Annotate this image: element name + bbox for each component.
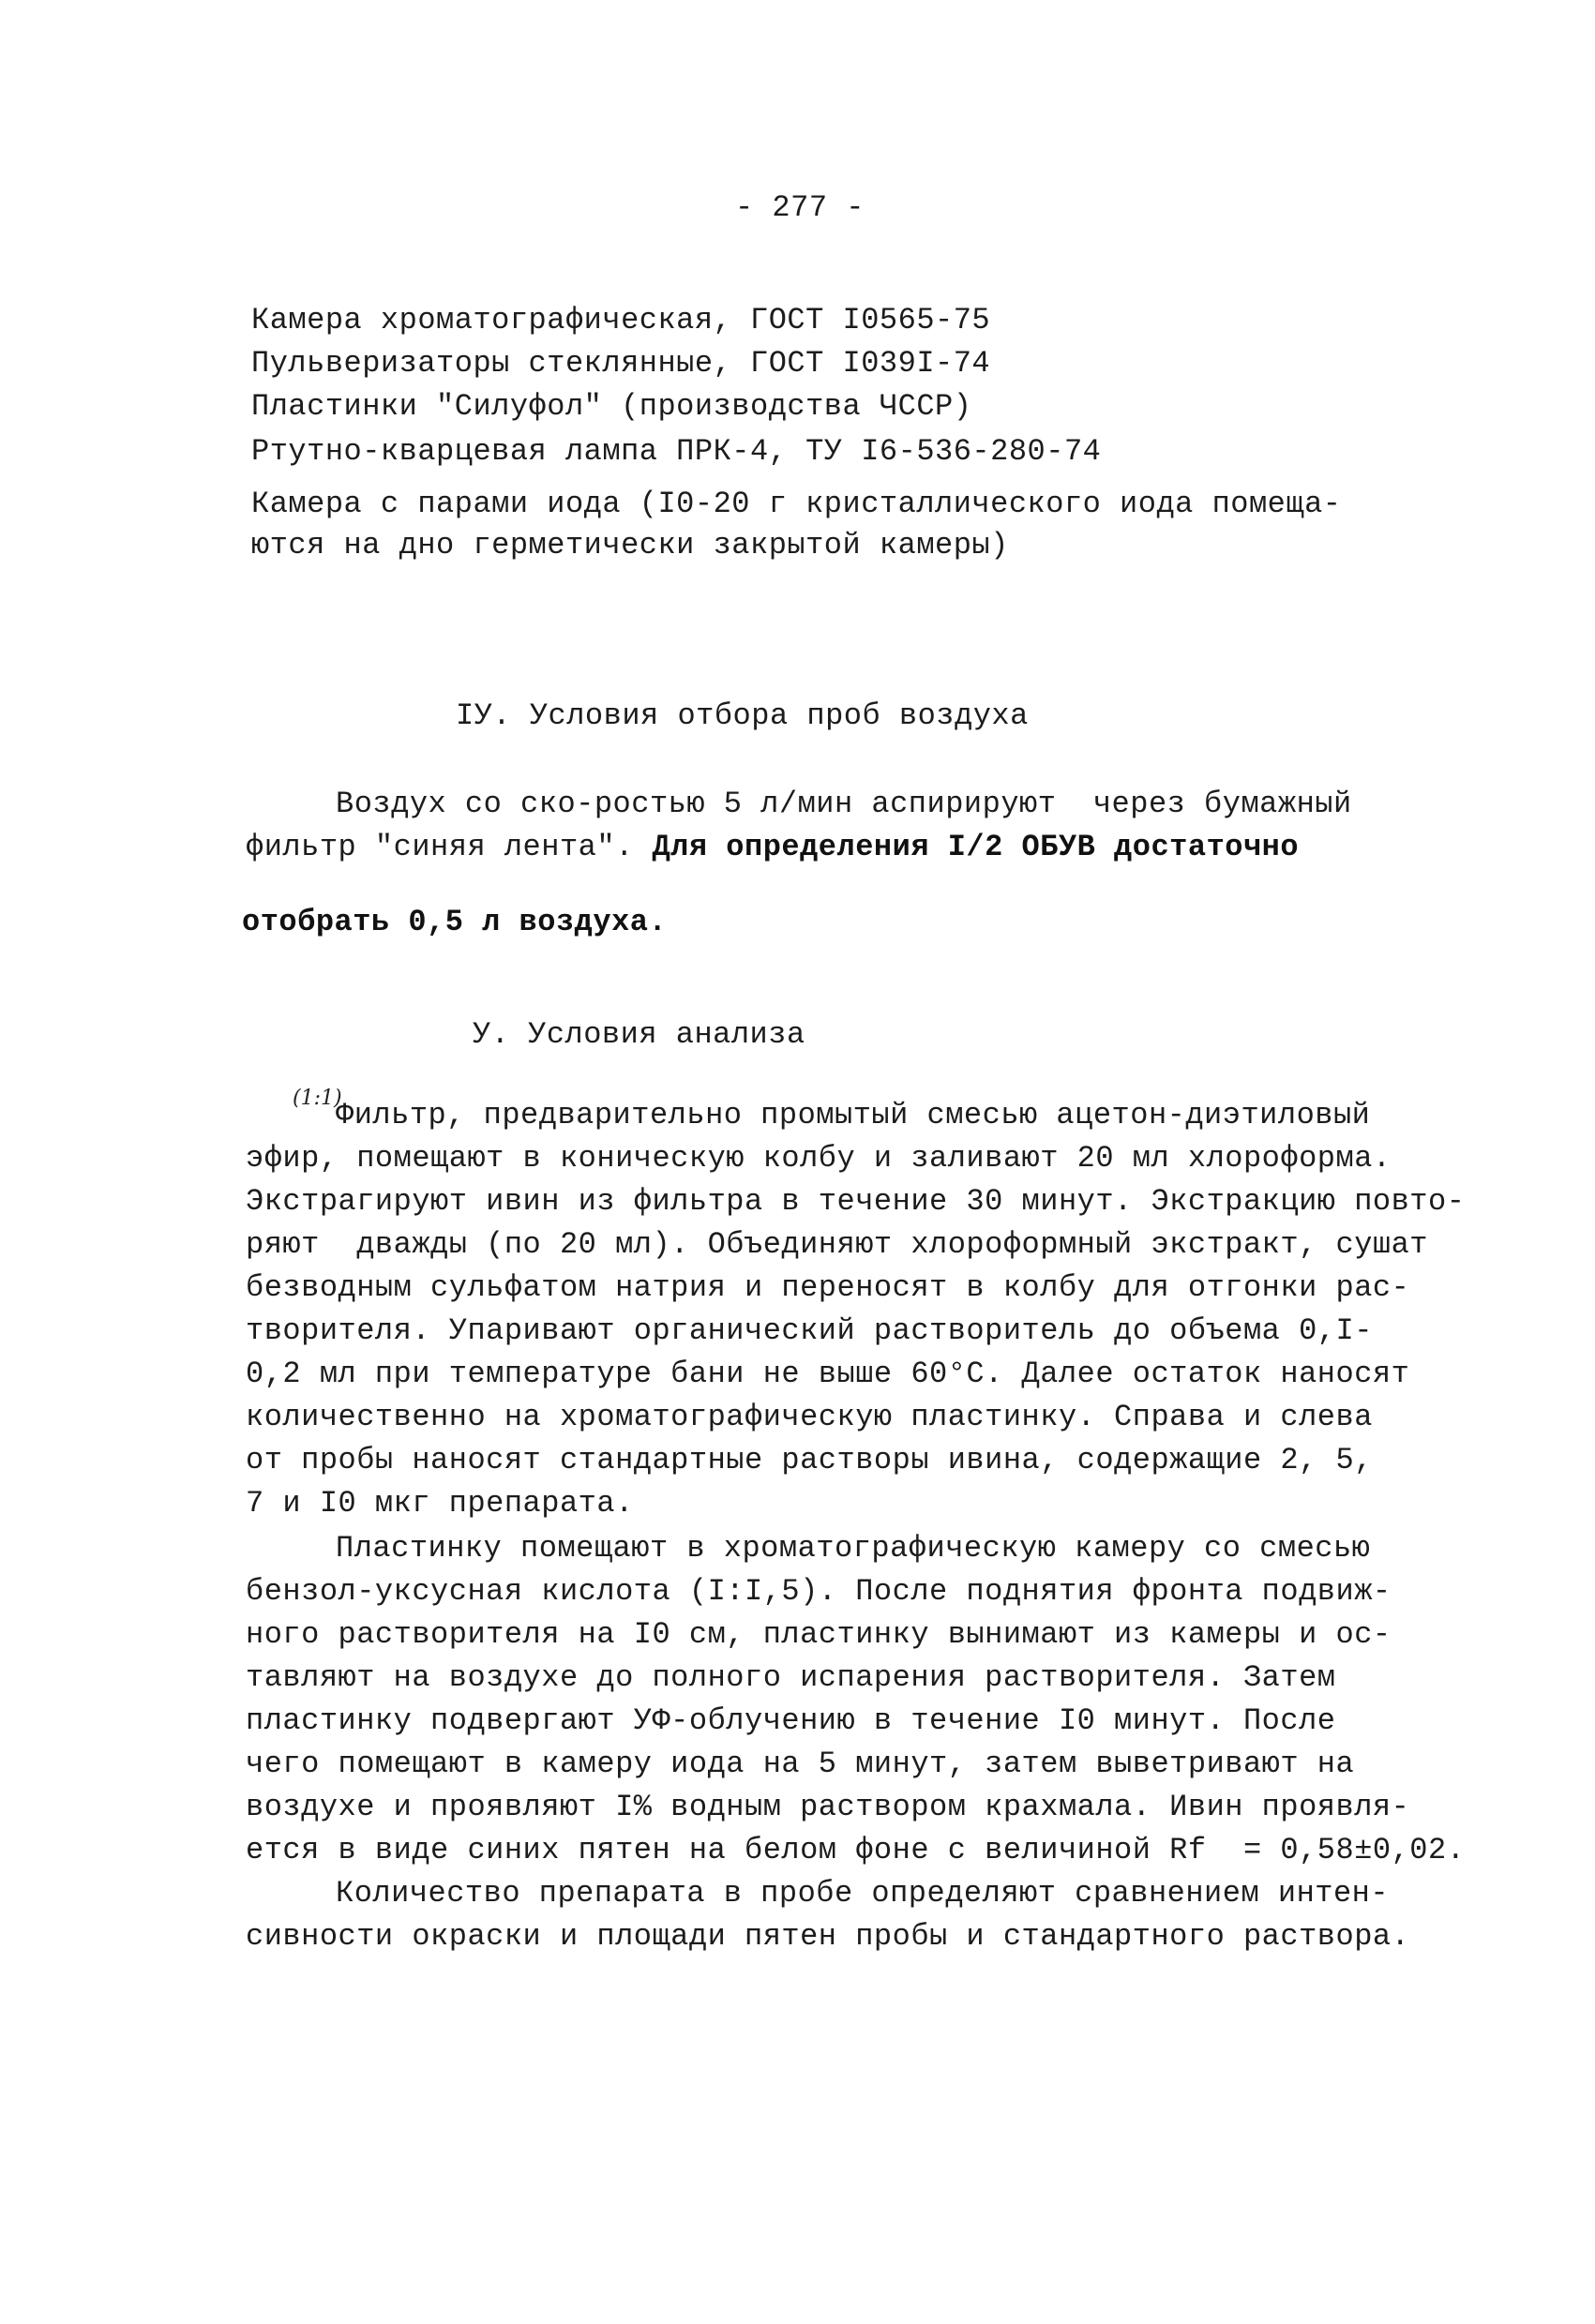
equipment-item: Пластинки "Силуфол" (производства ЧССР) (251, 389, 972, 424)
body-line: Количество препарата в пробе определяют сравнением интен- (336, 1876, 1390, 1911)
section-4-paragraph-line (246, 829, 1299, 866)
body-line: Пластинку помещают в хроматографическую камеру со смесью (336, 1531, 1371, 1566)
equipment-item: Камера с парами иода (I0-20 г кристаллического иода помеща- (251, 487, 1342, 521)
body-line: бензол-уксусная кислота (I:I,5). После поднятия фронта подвиж- (246, 1574, 1392, 1609)
body-line: от пробы наносят стандартные растворы ивина, содержащие 2, 5, (246, 1443, 1373, 1477)
body-line: сивности окраски и площади пятен пробы и стандартного раствора. (246, 1919, 1410, 1954)
body-line: творителя. Упаривают органический растворитель до объема 0,I- (246, 1313, 1373, 1348)
section-4-text: фильтр "синяя лента". (246, 830, 653, 864)
section-4-heading: IУ. Условия отбора проб воздуха (456, 698, 1029, 733)
body-line: Экстрагируют ивин из фильтра в течение 30 минут. Экстракцию повто- (246, 1184, 1466, 1219)
section-4-bold-text: Для определения I/2 ОБУВ достаточно (652, 830, 1300, 864)
section-4-bold-text: отобрать 0,5 л воздуха. (242, 905, 668, 939)
body-line: воздухе и проявляют I% водным раствором крахмала. Ивин проявля- (246, 1790, 1410, 1824)
equipment-item: Пульверизаторы стеклянные, ГОСТ I039I-74 (251, 346, 991, 381)
body-line: ного растворителя на I0 см, пластинку вынимают из камеры и ос- (246, 1617, 1392, 1652)
body-line: 0,2 мл при температуре бани не выше 60°С. Далее остаток наносят (246, 1357, 1410, 1391)
body-line: количественно на хроматографическую пластинку. Справа и слева (246, 1400, 1373, 1434)
equipment-item: ются на дно герметически закрытой камеры) (251, 528, 1009, 562)
body-line: Фильтр, предварительно промытый смесью ацетон-диэтиловый (336, 1098, 1371, 1132)
handwritten-annotation: (1:1) (293, 1087, 342, 1110)
section-5-heading: У. Условия анализа (473, 1017, 805, 1052)
body-line: тавляют на воздухе до полного испарения растворителя. Затем (246, 1660, 1336, 1695)
body-line: чего помещают в камеру иода на 5 минут, затем выветривают на (246, 1747, 1355, 1781)
page-number: - 277 - (735, 190, 865, 225)
body-line: ется в виде синих пятен на белом фоне с величиной Rf = 0,58±0,02. (246, 1833, 1466, 1867)
body-line: пластинку подвергают УФ-облучению в течение I0 минут. После (246, 1703, 1336, 1738)
body-line: эфир, помещают в коническую колбу и заливают 20 мл хлороформа. (246, 1141, 1392, 1176)
body-line: 7 и I0 мкг препарата. (246, 1486, 634, 1521)
body-line: безводным сульфатом натрия и переносят в колбу для отгонки рас- (246, 1270, 1410, 1305)
section-4-paragraph-line: Воздух со ско-ростью 5 л/мин аспирируют через бумажный (336, 787, 1352, 821)
body-line: ряют дважды (по 20 мл). Объединяют хлороформный экстракт, сушат (246, 1227, 1428, 1262)
equipment-item: Ртутно-кварцевая лампа ПРК-4, ТУ I6-536-280-74 (251, 434, 1102, 469)
equipment-item: Камера хроматографическая, ГОСТ I0565-75 (251, 303, 991, 337)
